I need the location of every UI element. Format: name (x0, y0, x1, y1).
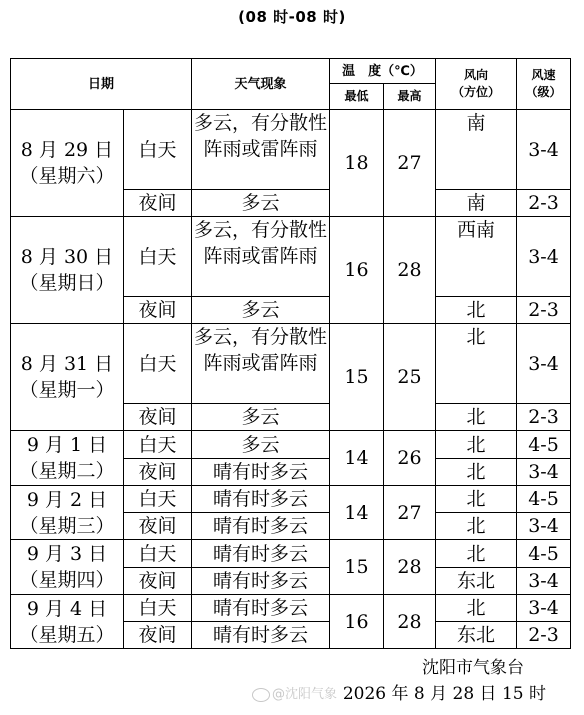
night-wind-direction: 北 (436, 297, 517, 324)
night-weather: 晴有时多云 (192, 622, 330, 649)
day-weather: 多云 (192, 431, 330, 459)
day-weather: 晴有时多云 (192, 595, 330, 622)
temp-min: 14 (330, 431, 384, 486)
date-cell: 8 月 29 日 （星期六） (11, 110, 124, 217)
day-wind-direction: 北 (436, 486, 517, 513)
night-wind-speed: 3-4 (517, 568, 571, 595)
night-wind-speed: 2-3 (517, 190, 571, 217)
day-wind-direction: 北 (436, 540, 517, 568)
day-wind-speed: 3-4 (517, 217, 571, 297)
night-label: 夜间 (124, 404, 192, 431)
day-wind-speed: 4-5 (517, 486, 571, 513)
table-row (11, 540, 571, 568)
table-row (11, 595, 571, 622)
watermark (252, 683, 337, 702)
header-temp-min: 最低 (330, 84, 384, 110)
day-weather: 多云，有分散性阵雨或雷阵雨 (192, 110, 330, 190)
temp-min: 16 (330, 217, 384, 324)
daytime-label: 白天 (124, 324, 192, 404)
header-weather: 天气现象 (192, 59, 330, 110)
table-row (11, 324, 571, 404)
night-weather: 晴有时多云 (192, 459, 330, 486)
night-weather: 晴有时多云 (192, 513, 330, 540)
header-wind-speed: 风速 （级） (517, 59, 571, 110)
night-label: 夜间 (124, 513, 192, 540)
day-wind-speed: 4-5 (517, 540, 571, 568)
night-wind-speed: 3-4 (517, 459, 571, 486)
night-wind-direction: 东北 (436, 622, 517, 649)
day-wind-direction: 南 (436, 110, 517, 190)
daytime-label: 白天 (124, 540, 192, 568)
watermark-text: @沈阳气象 (272, 687, 338, 702)
issuer: 沈阳市气象台 (422, 658, 524, 678)
date-cell: 8 月 31 日 （星期一） (11, 324, 124, 431)
day-weather: 多云，有分散性阵雨或雷阵雨 (192, 217, 330, 297)
header-temp-max: 最高 (384, 84, 436, 110)
night-weather: 晴有时多云 (192, 568, 330, 595)
header-wind-direction: 风向 （方位） (436, 59, 517, 110)
temp-max: 25 (384, 324, 436, 431)
night-wind-direction: 北 (436, 404, 517, 431)
date-cell: 9 月 4 日 （星期五） (11, 595, 124, 649)
temp-max: 27 (384, 110, 436, 217)
day-wind-direction: 西南 (436, 217, 517, 297)
temp-max: 28 (384, 540, 436, 595)
weibo-icon (252, 688, 270, 702)
temp-max: 28 (384, 217, 436, 324)
day-wind-speed: 4-5 (517, 431, 571, 459)
temp-min: 18 (330, 110, 384, 217)
night-weather: 多云 (192, 190, 330, 217)
temp-max: 28 (384, 595, 436, 649)
night-wind-direction: 北 (436, 513, 517, 540)
daytime-label: 白天 (124, 110, 192, 190)
table-row (11, 110, 571, 190)
table-row (11, 431, 571, 459)
night-wind-direction: 北 (436, 459, 517, 486)
date-cell: 9 月 3 日 （星期四） (11, 540, 124, 595)
night-wind-direction: 南 (436, 190, 517, 217)
day-weather: 多云，有分散性阵雨或雷阵雨 (192, 324, 330, 404)
temp-min: 16 (330, 595, 384, 649)
night-wind-speed: 2-3 (517, 297, 571, 324)
day-wind-speed: 3-4 (517, 324, 571, 404)
header-temperature: 温 度（℃） (330, 59, 436, 84)
daytime-label: 白天 (124, 217, 192, 297)
date-cell: 9 月 2 日 （星期三） (11, 486, 124, 540)
temp-max: 26 (384, 431, 436, 486)
table-subtitle: (08 时-08 时) (238, 8, 346, 26)
date-cell: 9 月 1 日 （星期二） (11, 431, 124, 486)
temp-max: 27 (384, 486, 436, 540)
night-wind-direction: 东北 (436, 568, 517, 595)
header-date: 日期 (11, 59, 192, 110)
issue-time: 2026 年 8 月 28 日 15 时 (342, 684, 546, 704)
temp-min: 14 (330, 486, 384, 540)
forecast-table (10, 58, 571, 649)
date-cell: 8 月 30 日 （星期日） (11, 217, 124, 324)
day-wind-direction: 北 (436, 595, 517, 622)
day-weather: 晴有时多云 (192, 486, 330, 513)
daytime-label: 白天 (124, 486, 192, 513)
day-wind-speed: 3-4 (517, 595, 571, 622)
night-label: 夜间 (124, 622, 192, 649)
table-row (11, 217, 571, 297)
night-weather: 多云 (192, 297, 330, 324)
day-wind-direction: 北 (436, 324, 517, 404)
night-weather: 多云 (192, 404, 330, 431)
temp-min: 15 (330, 540, 384, 595)
daytime-label: 白天 (124, 431, 192, 459)
day-weather: 晴有时多云 (192, 540, 330, 568)
day-wind-speed: 3-4 (517, 110, 571, 190)
night-wind-speed: 2-3 (517, 622, 571, 649)
night-label: 夜间 (124, 297, 192, 324)
temp-min: 15 (330, 324, 384, 431)
night-label: 夜间 (124, 190, 192, 217)
night-wind-speed: 2-3 (517, 404, 571, 431)
table-row (11, 486, 571, 513)
day-wind-direction: 北 (436, 431, 517, 459)
night-label: 夜间 (124, 568, 192, 595)
daytime-label: 白天 (124, 595, 192, 622)
night-label: 夜间 (124, 459, 192, 486)
night-wind-speed: 3-4 (517, 513, 571, 540)
